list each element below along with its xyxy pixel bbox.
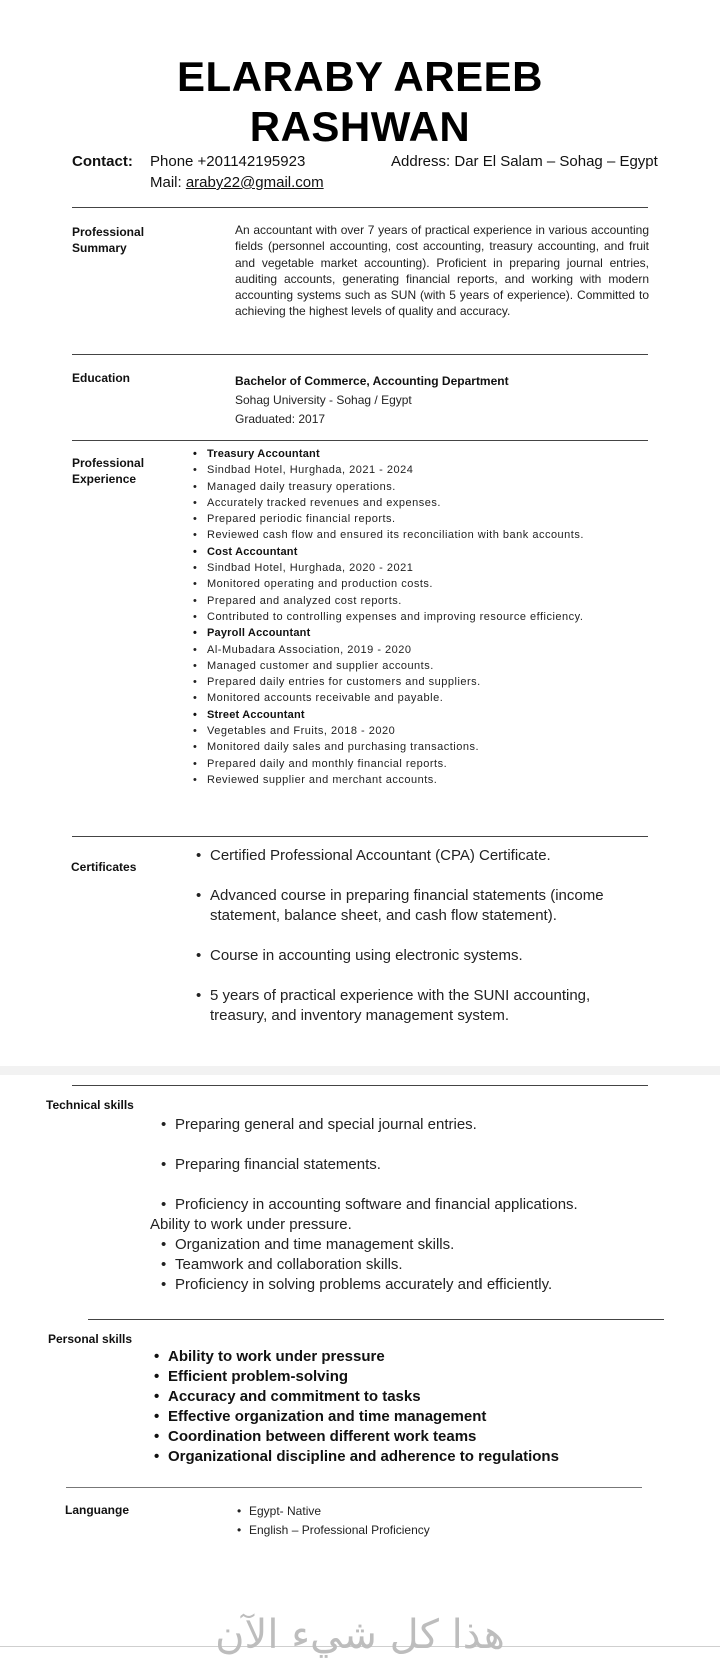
section-label-language: Languange bbox=[65, 1503, 130, 1517]
experience-label-line-1: Professional bbox=[72, 456, 145, 470]
list-item: • Course in accounting using electronic systems. bbox=[210, 946, 650, 966]
job-title: • Street Accountant bbox=[207, 707, 595, 723]
divider bbox=[72, 1085, 648, 1086]
graduation-year: Graduated: 2017 bbox=[235, 412, 326, 426]
list-item: • Coordination between different work teams bbox=[168, 1427, 648, 1447]
list-item: • Preparing financial statements. bbox=[175, 1155, 655, 1175]
list-item: • Organization and time management skills. bbox=[175, 1235, 655, 1255]
list-item: • English – Professional Proficiency bbox=[249, 1521, 430, 1540]
list-item: • Sindbad Hotel, Hurghada, 2020 - 2021 bbox=[207, 560, 595, 576]
candidate-name bbox=[0, 52, 720, 152]
list-item: • Contributed to controlling expenses and improving resource efficiency. bbox=[207, 609, 595, 625]
address: Address: Dar El Salam – Sohag – Egypt bbox=[391, 153, 658, 170]
certificates-list bbox=[210, 846, 650, 1046]
list-item: • Prepared periodic financial reports. bbox=[207, 511, 595, 527]
list-item: • Efficient problem-solving bbox=[168, 1367, 648, 1387]
summary-text: An accountant with over 7 years of practical experience in various accounting fields (personnel accounting, cost accounting, treasury accounting, and fruit and vegetable market accounting). Proficient in preparing journal entries, auditing accounts, generating financial reports, and working with modern accounting systems such as SUN (with 5 years of experience). Committed to achieving the highest levels of quality and accuracy. bbox=[235, 223, 649, 319]
education-details bbox=[235, 372, 509, 429]
job-title: • Payroll Accountant bbox=[207, 625, 595, 641]
section-label-personal-skills: Personal skills bbox=[48, 1332, 133, 1346]
divider bbox=[72, 207, 648, 208]
personal-skills-list bbox=[168, 1347, 648, 1467]
name-line-1: ELARABY AREEB bbox=[177, 53, 543, 100]
list-item: • Monitored operating and production costs. bbox=[207, 576, 595, 592]
list-item: • Managed daily treasury operations. bbox=[207, 479, 595, 495]
phone-number: Phone +201142195923 bbox=[150, 153, 306, 170]
list-item: • Accuracy and commitment to tasks bbox=[168, 1387, 648, 1407]
university: Sohag University - Sohag / Egypt bbox=[235, 393, 412, 407]
name-line-2: RASHWAN bbox=[249, 103, 471, 150]
divider bbox=[72, 440, 648, 441]
list-item: • Reviewed supplier and merchant accounts. bbox=[207, 772, 595, 788]
mail-line bbox=[150, 174, 324, 191]
summary-label-line-1: Professional bbox=[72, 225, 145, 239]
list-item: • Managed customer and supplier accounts. bbox=[207, 658, 595, 674]
list-item: • Accurately tracked revenues and expenses. bbox=[207, 495, 595, 511]
list-item: • Certified Professional Accountant (CPA) Certificate. bbox=[210, 846, 650, 866]
job-title: • Cost Accountant bbox=[207, 544, 595, 560]
section-label-experience bbox=[72, 455, 144, 487]
job-title: • Treasury Accountant bbox=[207, 446, 595, 462]
list-item: • Ability to work under pressure bbox=[168, 1347, 648, 1367]
list-item: • Organizational discipline and adherence to regulations bbox=[168, 1447, 648, 1467]
list-item: • Teamwork and collaboration skills. bbox=[175, 1255, 655, 1275]
mail-label: Mail: bbox=[150, 174, 186, 191]
section-label-certificates: Certificates bbox=[71, 860, 137, 874]
list-item: • Sindbad Hotel, Hurghada, 2021 - 2024 bbox=[207, 462, 595, 478]
email-link[interactable]: araby22@gmail.com bbox=[185, 174, 324, 191]
list-item: • Preparing general and special journal entries. bbox=[175, 1115, 655, 1135]
divider bbox=[88, 1319, 664, 1320]
page-break bbox=[0, 1066, 720, 1075]
experience-label-line-2: Experience bbox=[72, 472, 137, 486]
list-item: • Al-Mubadara Association, 2019 - 2020 bbox=[207, 642, 595, 658]
experience-list bbox=[207, 446, 595, 788]
footer-text: هذا كل شيء الآن bbox=[215, 1612, 505, 1658]
list-item: • Prepared and analyzed cost reports. bbox=[207, 593, 595, 609]
language-list bbox=[249, 1502, 430, 1540]
list-item: • Monitored daily sales and purchasing transactions. bbox=[207, 739, 595, 755]
technical-skills-list bbox=[150, 1115, 655, 1295]
summary-label-line-2: Summary bbox=[72, 241, 127, 255]
section-label-technical-skills: Technical skills bbox=[46, 1098, 134, 1112]
degree: Bachelor of Commerce, Accounting Department bbox=[235, 374, 509, 388]
list-item: • Prepared daily and monthly financial reports. bbox=[207, 756, 595, 772]
divider bbox=[72, 354, 648, 355]
section-label-education: Education bbox=[72, 371, 131, 385]
list-item: • Monitored accounts receivable and payable. bbox=[207, 690, 595, 706]
section-label-summary bbox=[72, 224, 144, 256]
list-item: • Effective organization and time management bbox=[168, 1407, 648, 1427]
list-item: • Egypt- Native bbox=[249, 1502, 430, 1521]
list-item: • Advanced course in preparing financial statements (income statement, balance sheet, and cash flow statement). bbox=[210, 886, 650, 926]
list-item: Ability to work under pressure. bbox=[150, 1216, 352, 1233]
list-item: • Vegetables and Fruits, 2018 - 2020 bbox=[207, 723, 595, 739]
divider bbox=[72, 836, 648, 837]
list-item: • Proficiency in accounting software and financial applications. bbox=[175, 1195, 655, 1215]
list-item: • 5 years of practical experience with the SUNI accounting, treasury, and inventory management system. bbox=[210, 986, 650, 1026]
contact-label: Contact: bbox=[72, 153, 133, 170]
divider bbox=[66, 1487, 642, 1488]
list-item: • Proficiency in solving problems accurately and efficiently. bbox=[175, 1275, 655, 1295]
list-item: • Reviewed cash flow and ensured its reconciliation with bank accounts. bbox=[207, 527, 595, 543]
list-item: • Prepared daily entries for customers and suppliers. bbox=[207, 674, 595, 690]
